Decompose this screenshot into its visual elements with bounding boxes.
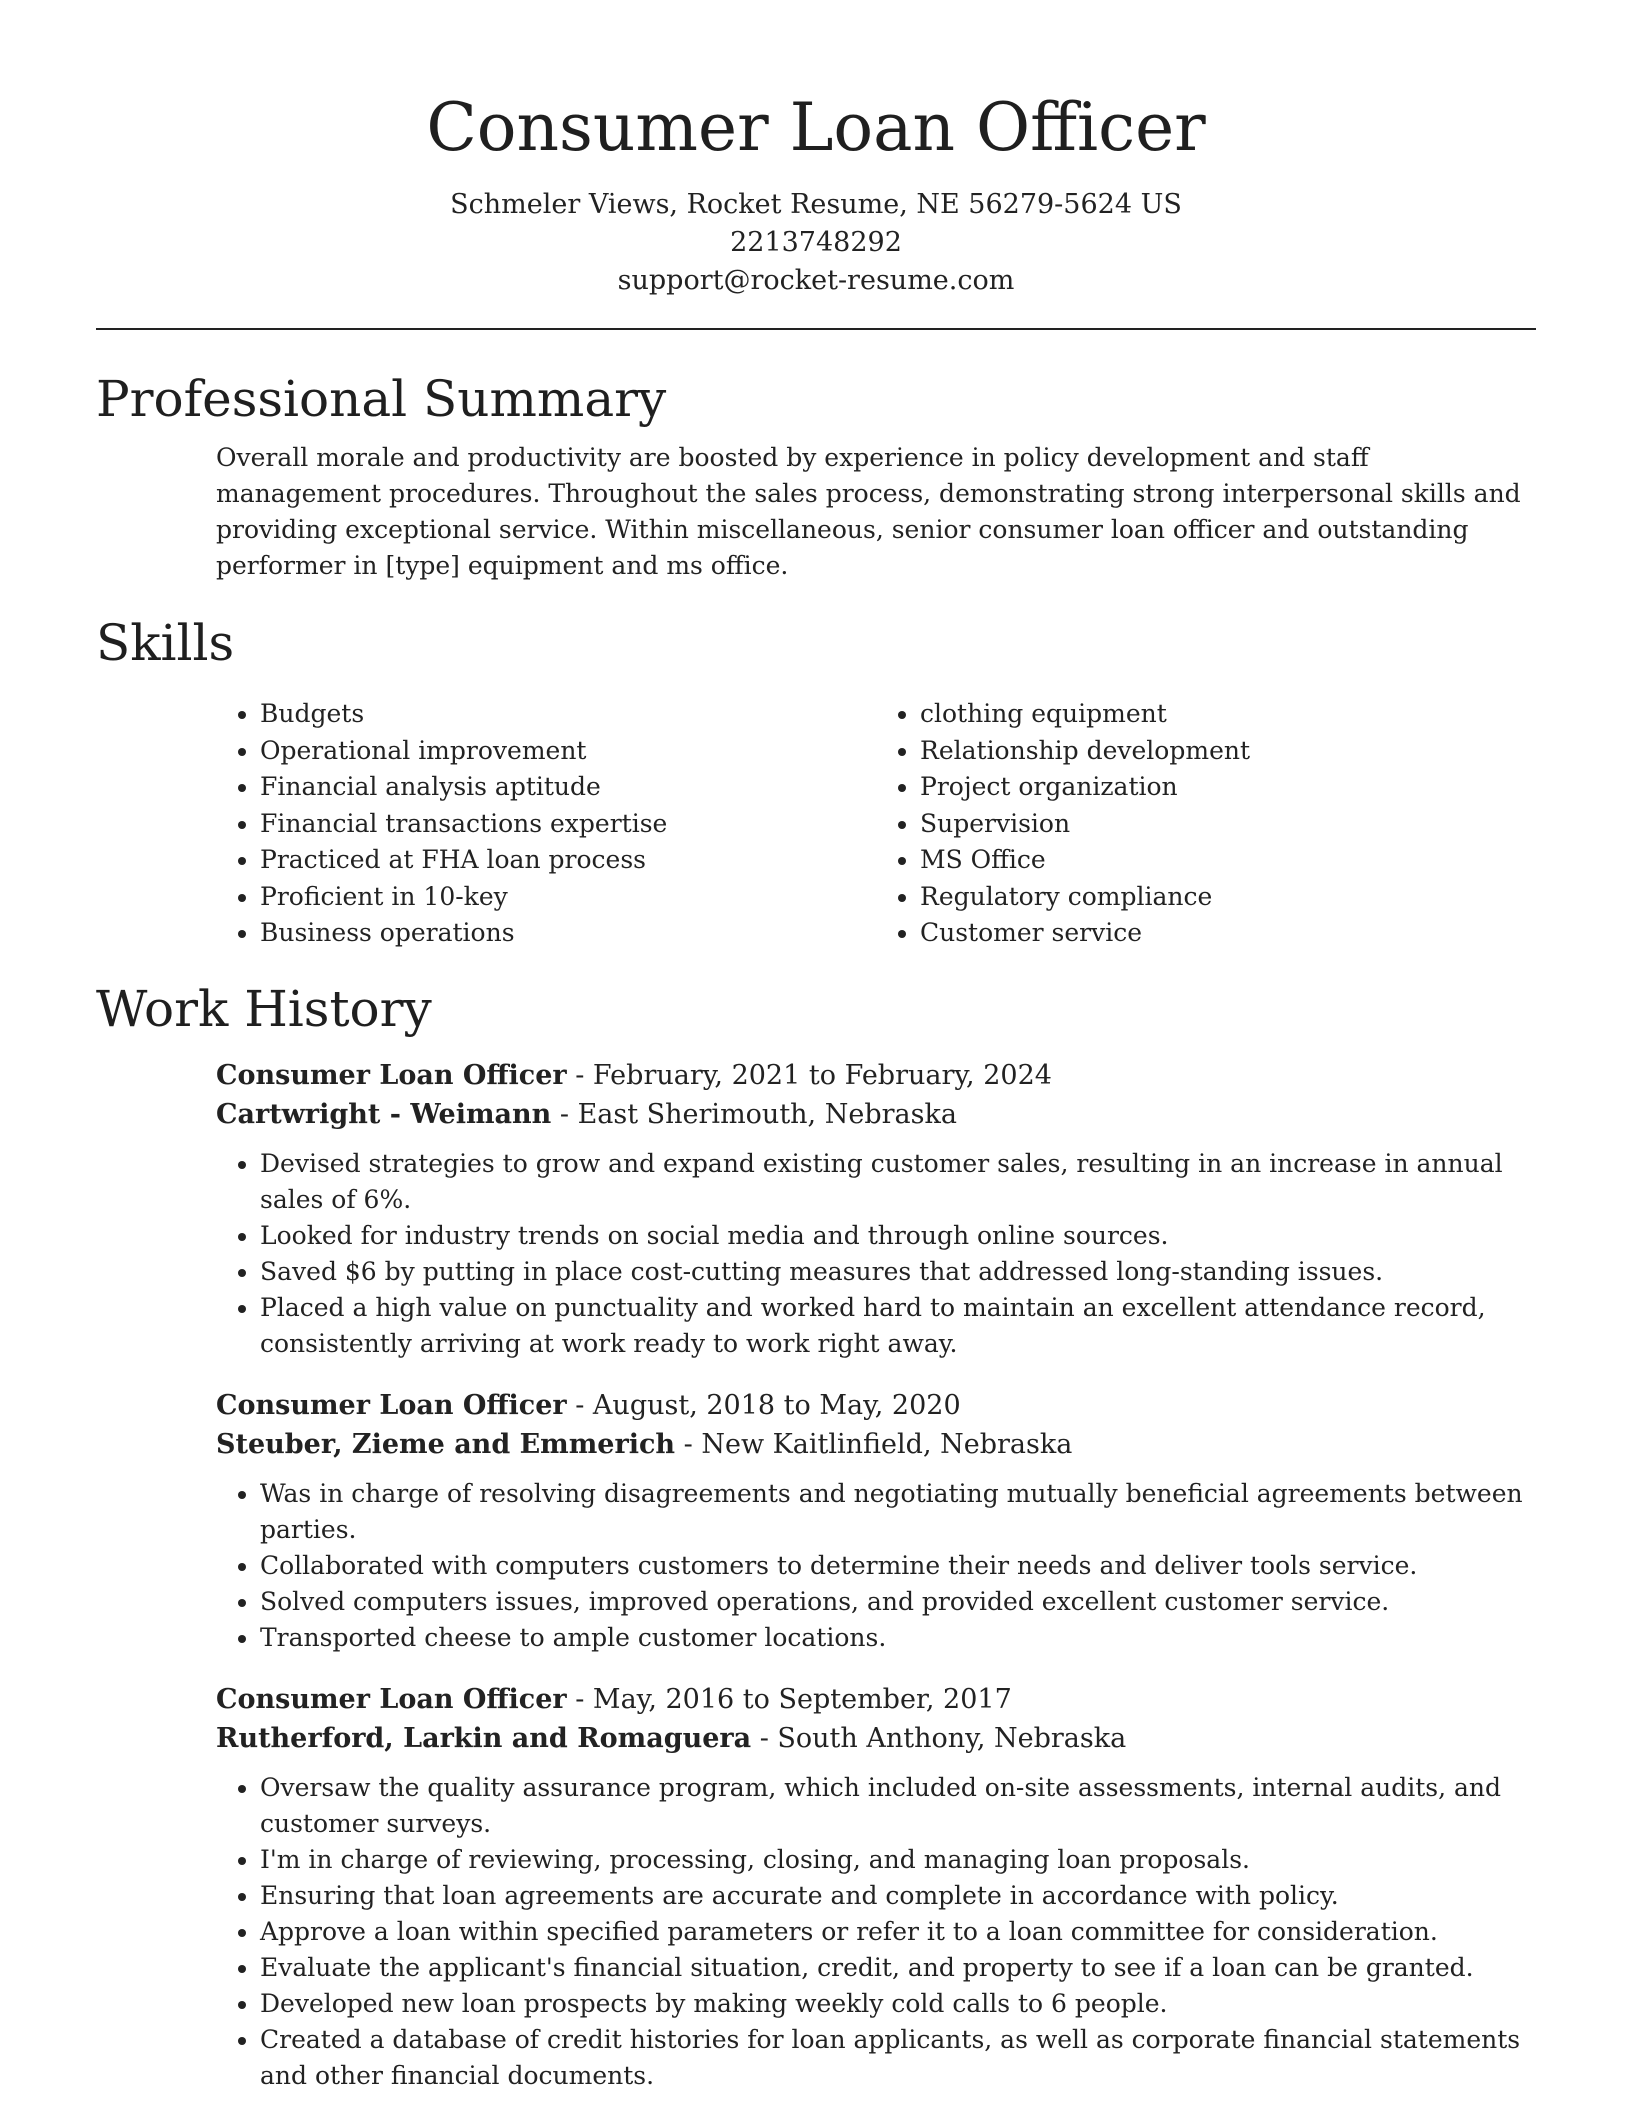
job-entry	[216, 1386, 1536, 1656]
job-company-line	[216, 1425, 1536, 1464]
contact-address: Schmeler Views, Rocket Resume, NE 56279-5624 US	[450, 189, 1182, 220]
skill-item: • clothing equipment	[920, 696, 1536, 733]
job-title-line	[216, 1056, 1536, 1095]
job-location: - South Anthony, Nebraska	[751, 1722, 1127, 1754]
job-role: Consumer Loan Officer	[216, 1389, 567, 1421]
work-history-section	[96, 976, 1536, 2094]
job-company: Cartwright - Weimann	[216, 1098, 552, 1130]
skill-item: • Business operations	[260, 915, 876, 952]
job-entry	[216, 1680, 1536, 2094]
job-bullet: • Developed new loan prospects by making weekly cold calls to 6 people.	[260, 1986, 1536, 2022]
job-location: - New Kaitlinfield, Nebraska	[675, 1428, 1073, 1460]
job-bullet: • Devised strategies to grow and expand existing customer sales, resulting in an increase in annual sales of 6%.	[260, 1146, 1536, 1218]
summary-heading: Professional Summary	[96, 370, 667, 428]
job-bullet: • Was in charge of resolving disagreements and negotiating mutually beneficial agreements between parties.	[260, 1476, 1536, 1548]
skill-item: • Relationship development	[920, 733, 1536, 770]
job-company: Rutherford, Larkin and Romaguera	[216, 1722, 752, 1754]
job-company: Steuber, Zieme and Emmerich	[216, 1428, 676, 1460]
job-bullet: • Evaluate the applicant's financial situation, credit, and property to see if a loan can be granted.	[260, 1950, 1536, 1986]
job-location: - East Sherimouth, Nebraska	[551, 1098, 957, 1130]
job-bullet: • Placed a high value on punctuality and worked hard to maintain an excellent attendance record, consistently arriving at work ready to work right away.	[260, 1290, 1536, 1362]
skill-item: • Operational improvement	[260, 733, 876, 770]
resume-page	[96, 0, 1536, 2094]
skills-heading: Skills	[96, 614, 235, 672]
job-company-line	[216, 1095, 1536, 1134]
job-title-line	[216, 1386, 1536, 1425]
job-dates: - May, 2016 to September, 2017	[566, 1683, 1012, 1715]
job-bullets	[216, 1476, 1536, 1656]
job-dates: - August, 2018 to May, 2020	[566, 1389, 961, 1421]
job-role: Consumer Loan Officer	[216, 1683, 567, 1715]
job-bullet: • Collaborated with computers customers to determine their needs and deliver tools service.	[260, 1548, 1536, 1584]
work-history-heading: Work History	[96, 979, 432, 1038]
job-bullet: • Transported cheese to ample customer locations.	[260, 1620, 1536, 1656]
job-bullets	[216, 1770, 1536, 2094]
skill-item: • Regulatory compliance	[920, 879, 1536, 916]
job-dates: - February, 2021 to February, 2024	[566, 1059, 1052, 1091]
skill-item: • Proficient in 10-key	[260, 879, 876, 916]
skills-grid	[216, 696, 1536, 952]
skill-item: • Customer service	[920, 915, 1536, 952]
job-company-line	[216, 1719, 1536, 1758]
job-bullet: • Looked for industry trends on social media and through online sources.	[260, 1218, 1536, 1254]
job-bullet: • Saved $6 by putting in place cost-cutting measures that addressed long-standing issues.	[260, 1254, 1536, 1290]
job-bullet: • Created a database of credit histories for loan applicants, as well as corporate financial statements and other financial documents.	[260, 2022, 1536, 2094]
skill-item: • Budgets	[260, 696, 876, 733]
contact-email: support@rocket-resume.com	[617, 265, 1015, 296]
job-entry	[216, 1056, 1536, 1362]
job-bullet: • I'm in charge of reviewing, processing, closing, and managing loan proposals.	[260, 1842, 1536, 1878]
skill-item: • Financial analysis aptitude	[260, 769, 876, 806]
job-bullet: • Approve a loan within specified parameters or refer it to a loan committee for consideration.	[260, 1914, 1536, 1950]
skills-list-right	[876, 696, 1536, 952]
header-divider	[96, 328, 1536, 330]
summary-text: Overall morale and productivity are boosted by experience in policy development and staff management procedures. Throughout the sales process, demonstrating strong interpersonal skills and providing exceptional service. Within miscellaneous, senior consumer loan officer and outstanding performer in [type] equipment and ms office.	[216, 443, 1521, 580]
skills-list-left	[216, 696, 876, 952]
skill-item: • MS Office	[920, 842, 1536, 879]
job-title-line	[216, 1680, 1536, 1719]
job-bullet: • Solved computers issues, improved operations, and provided excellent customer service.	[260, 1584, 1536, 1620]
skills-section	[96, 610, 1536, 952]
candidate-name: Consumer Loan Officer	[426, 89, 1206, 166]
skill-item: • Financial transactions expertise	[260, 806, 876, 843]
skill-item: • Supervision	[920, 806, 1536, 843]
job-role: Consumer Loan Officer	[216, 1059, 567, 1091]
job-bullet: • Ensuring that loan agreements are accurate and complete in accordance with policy.	[260, 1878, 1536, 1914]
skill-item: • Practiced at FHA loan process	[260, 842, 876, 879]
contact-phone: 2213748292	[730, 227, 902, 258]
job-bullets	[216, 1146, 1536, 1362]
skill-item: • Project organization	[920, 769, 1536, 806]
job-bullet: • Oversaw the quality assurance program, which included on-site assessments, internal audits, and customer surveys.	[260, 1770, 1536, 1842]
resume-header	[96, 0, 1536, 300]
summary-section	[96, 366, 1536, 584]
